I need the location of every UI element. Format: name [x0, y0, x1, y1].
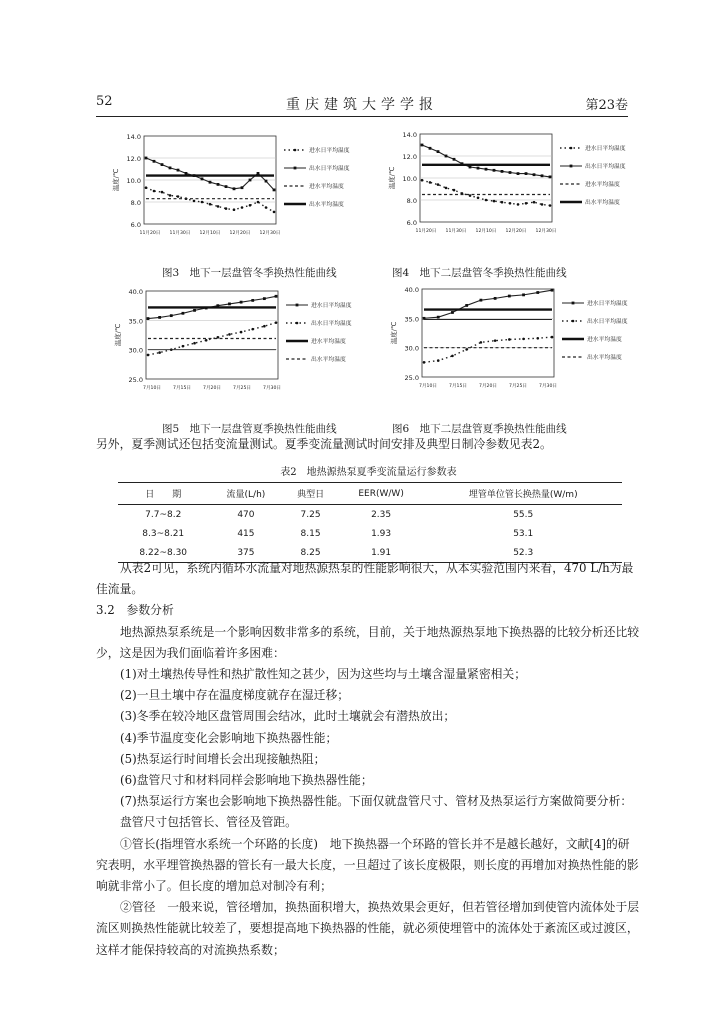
col-eer: EER(W/W) — [338, 483, 425, 505]
data-point — [240, 331, 243, 334]
x-tick-label: 7月30日 — [263, 386, 281, 391]
table-cell: 1.91 — [338, 543, 425, 563]
data-point — [177, 169, 180, 172]
legend-label: 进水日平均温度 — [587, 301, 628, 308]
intro-text: 另外，夏季测试还包括变流量测试。夏季变流量测试时间安排及典型日制冷参数见表2。 — [96, 437, 552, 451]
table-2-title: 表2 地热源热泵夏季变流量运行参数表 — [280, 467, 457, 478]
data-point — [217, 205, 220, 208]
figure-3-chart — [108, 128, 358, 264]
series-line — [422, 180, 550, 205]
data-point — [161, 163, 164, 166]
list-item: (5)热泵运行时间增长会出现接触热阻； — [120, 751, 326, 766]
legend-label: 进水平均温度 — [309, 184, 344, 191]
x-tick-label: 12月20日 — [505, 229, 527, 234]
data-point — [228, 333, 231, 336]
data-point — [525, 202, 528, 205]
legend-label: 进水日平均温度 — [309, 148, 350, 155]
table-cell: 415 — [237, 528, 255, 539]
data-point — [453, 158, 456, 161]
data-point — [209, 181, 212, 184]
data-point — [445, 155, 448, 158]
x-tick-label: 7月10日 — [419, 384, 437, 389]
figure-5-chart — [110, 283, 360, 419]
x-tick-label: 7月30日 — [539, 384, 557, 389]
y-tick-label: 25.0 — [128, 376, 143, 384]
data-point — [509, 171, 512, 174]
list-item: (3)冬季在较冷地区盘管周围会结冰，此时土壤就会有潜热放出； — [120, 709, 456, 724]
figure-4-caption: 图4 地下二层盘管冬季换热性能曲线 — [392, 267, 567, 279]
data-point — [536, 337, 539, 340]
data-point — [541, 203, 544, 206]
series-line — [146, 158, 274, 190]
x-tick-label: 12月30日 — [535, 229, 557, 234]
legend-marker — [572, 302, 575, 305]
x-tick-label: 7月20日 — [479, 384, 497, 389]
data-point — [551, 336, 554, 339]
x-tick-label: 12月10日 — [199, 231, 221, 236]
x-tick-label: 7月10日 — [143, 386, 161, 391]
data-point — [275, 295, 278, 298]
chart-svg — [386, 281, 636, 417]
y-tick-label: 30.0 — [128, 346, 143, 355]
data-point — [445, 187, 448, 190]
legend-label: 出水日平均温度 — [587, 319, 628, 326]
journal-title: 重庆建筑大学学报 — [286, 97, 438, 113]
data-point — [480, 341, 483, 344]
paragraph-flow-result: 从表2可见，系统内循环水流量对地热源热泵的性能影响很大，从本实验范围内来看，470 L/h为最佳流量。 — [96, 561, 634, 597]
data-point — [193, 342, 196, 345]
data-point — [265, 206, 268, 209]
data-point — [469, 166, 472, 169]
paragraph-difficulties: 地热源热泵系统是一个影响因数非常多的系统，目前，关于地热源热泵地下换热器的比较分析还比较少，这是因为我们面临着许多困难： — [96, 624, 640, 660]
data-point — [147, 317, 150, 320]
x-tick-label: 11月30日 — [445, 229, 467, 234]
col-flow: 流量(L/h) — [208, 483, 283, 505]
table-cell: 375 — [208, 543, 283, 563]
legend-label: 出水平均温度 — [587, 355, 622, 362]
data-point — [182, 345, 185, 348]
data-point — [493, 200, 496, 203]
legend-label: 进水日平均温度 — [311, 303, 352, 310]
data-point — [501, 201, 504, 204]
data-point — [177, 195, 180, 198]
plot-frame — [146, 291, 278, 379]
data-point — [249, 204, 252, 207]
data-point — [193, 200, 196, 203]
data-point — [549, 204, 552, 207]
figure-6-caption: 图6 地下二层盘管夏季换热性能曲线 — [392, 423, 567, 435]
page-number: 52 — [96, 94, 113, 109]
y-tick-label: 25.0 — [404, 374, 419, 382]
legend-label: 出水平均温度 — [311, 357, 346, 364]
data-point — [233, 187, 236, 190]
x-tick-label: 7月15日 — [173, 386, 191, 391]
series-line — [146, 188, 274, 212]
data-point — [249, 179, 252, 182]
data-point — [182, 312, 185, 315]
data-point — [437, 183, 440, 186]
col-heat-per-length: 埋管单位管长换热量(W/m) — [424, 483, 622, 505]
table-cell: 7.25 — [300, 509, 321, 520]
col-typical-day: 典型日 — [283, 483, 337, 505]
series-line — [424, 337, 552, 362]
x-tick-label: 12月20日 — [229, 231, 251, 236]
table-row — [118, 505, 622, 525]
data-point — [453, 189, 456, 192]
legend-marker — [296, 322, 299, 325]
y-tick-label: 14.0 — [402, 131, 417, 139]
data-point — [161, 191, 164, 194]
y-axis-label: 温度/℃ — [112, 168, 120, 192]
series-line — [424, 290, 552, 318]
table-cell: 8.25 — [283, 543, 337, 563]
data-point — [147, 354, 150, 357]
data-point — [257, 172, 260, 175]
paragraph-pipe-diameter: ②管径 一般来说，管径增加，换热面积增大，换热效果会更好，但若管径增加到使管内流体处于层流区则换热性能就比较差了，要想提高地下换热器的性能，就必须使埋管中的流体处于紊流区或过渡区，这样才能保持较高的对流换热系数； — [96, 900, 640, 957]
legend-marker — [570, 165, 573, 168]
data-point — [201, 201, 204, 204]
table-cell: 8.3~8.21 — [142, 528, 185, 539]
data-point — [517, 172, 520, 175]
data-point — [225, 185, 228, 188]
list-item: (7)热泵运行方案也会影响地下换热器性能。下面仅就盘管尺寸、管材及热泵运行方案做简要分析： — [120, 794, 633, 809]
table-cell: 470 — [237, 509, 255, 520]
data-point — [494, 339, 497, 342]
data-point — [217, 183, 220, 186]
data-point — [465, 348, 468, 351]
data-point — [153, 160, 156, 163]
x-tick-label: 11月20日 — [139, 231, 161, 236]
data-point — [509, 202, 512, 205]
data-point — [501, 170, 504, 173]
data-point — [153, 190, 156, 193]
data-point — [477, 197, 480, 200]
data-point — [536, 291, 539, 294]
data-point — [522, 293, 525, 296]
legend-label: 进水平均温度 — [585, 182, 620, 189]
legend-label: 进水平均温度 — [587, 337, 622, 344]
y-tick-label: 6.0 — [130, 221, 141, 229]
data-point — [479, 299, 482, 302]
data-point — [493, 169, 496, 172]
figure-5-caption: 图5 地下一层盘管夏季换热性能曲线 — [162, 423, 337, 435]
data-point — [421, 179, 424, 182]
y-tick-label: 40.0 — [128, 288, 143, 296]
data-point — [240, 301, 243, 304]
data-point — [251, 328, 254, 331]
y-tick-label: 14.0 — [126, 133, 141, 141]
data-point — [145, 186, 148, 189]
data-point — [469, 194, 472, 197]
y-tick-label: 12.0 — [126, 155, 141, 163]
y-tick-label: 6.0 — [406, 219, 417, 227]
data-point — [533, 173, 536, 176]
data-point — [477, 167, 480, 170]
plot-frame — [422, 289, 554, 377]
data-point — [225, 207, 228, 210]
data-point — [551, 289, 554, 292]
data-point — [273, 211, 276, 214]
data-point — [158, 351, 161, 354]
data-point — [437, 359, 440, 362]
table-cell: 53.1 — [513, 528, 534, 539]
legend-marker — [570, 147, 573, 150]
y-tick-label: 35.0 — [404, 315, 419, 324]
data-point — [263, 325, 266, 328]
article-body — [96, 558, 641, 961]
legend-marker — [294, 167, 297, 170]
data-point — [437, 316, 440, 319]
y-tick-label: 10.0 — [402, 175, 417, 183]
legend-label: 出水平均温度 — [309, 202, 344, 209]
data-point — [494, 297, 497, 300]
data-point — [421, 144, 424, 147]
table-header-row — [118, 483, 622, 505]
data-point — [485, 199, 488, 202]
legend-label: 出水平均温度 — [585, 200, 620, 207]
data-point — [451, 311, 454, 314]
data-point — [508, 295, 511, 298]
legend-marker — [296, 304, 299, 307]
data-point — [517, 203, 520, 206]
table-cell: 52.3 — [424, 543, 622, 563]
data-point — [429, 147, 432, 150]
data-point — [465, 304, 468, 307]
data-point — [525, 172, 528, 175]
table-cell: 1.93 — [371, 528, 392, 539]
y-tick-label: 35.0 — [128, 317, 143, 326]
table-cell: 8.22~8.30 — [118, 543, 208, 563]
data-point — [193, 309, 196, 312]
data-point — [257, 201, 260, 204]
legend-label: 出水日平均温度 — [309, 166, 350, 173]
x-tick-label: 11月20日 — [415, 229, 437, 234]
data-point — [429, 181, 432, 184]
data-point — [185, 172, 188, 175]
data-point — [170, 314, 173, 317]
data-point — [205, 339, 208, 342]
y-tick-label: 30.0 — [404, 344, 419, 353]
data-point — [201, 178, 204, 181]
paragraph-pipe-length: ①管长(指埋管水系统一个环路的长度) 地下换热器一个环路的管长并不是越长越好，文献[4]的研究表明，水平埋管换热器的管长有一最大长度，一旦超过了该长度极限，则长度的再增加对换热性能的影响就非常小了。但长度的增加总对制冷有利； — [96, 836, 639, 894]
y-tick-label: 12.0 — [402, 153, 417, 161]
data-point — [451, 355, 454, 358]
data-point — [241, 206, 244, 209]
y-axis-label: 温度/℃ — [388, 166, 396, 190]
data-point — [423, 361, 426, 364]
x-tick-label: 12月10日 — [475, 229, 497, 234]
list-item: (6)盘管尺寸和材料同样会影响地下换热器性能； — [120, 773, 373, 788]
series-line — [422, 145, 550, 177]
volume-label: 第23卷 — [585, 98, 628, 113]
data-point — [437, 150, 440, 153]
figure-6-chart — [386, 281, 636, 417]
chart-svg — [108, 128, 358, 264]
x-tick-label: 7月15日 — [449, 384, 467, 389]
chart-svg — [384, 126, 634, 262]
data-point — [263, 297, 266, 300]
data-point — [145, 157, 148, 160]
list-item: (1)对土壤热传导性和热扩散性知之甚少，因为这些均与土壤含湿量紧密相关； — [120, 667, 527, 682]
legend-label: 出水日平均温度 — [585, 164, 626, 171]
chart-svg — [110, 283, 360, 419]
y-tick-label: 8.0 — [406, 197, 417, 205]
legend-marker — [572, 320, 575, 323]
data-point — [549, 176, 552, 179]
col-date: 日 期 — [118, 483, 208, 505]
y-axis-label: 温度/℃ — [114, 323, 122, 347]
y-tick-label: 8.0 — [130, 199, 141, 207]
legend-label: 进水日平均温度 — [585, 146, 626, 153]
table-cell: 2.35 — [371, 509, 392, 520]
page-header — [96, 94, 628, 117]
data-point — [169, 194, 172, 197]
x-tick-label: 7月25日 — [509, 384, 527, 389]
table-cell: 55.5 — [513, 509, 534, 520]
table-2 — [118, 482, 622, 563]
legend-marker — [294, 149, 297, 152]
data-point — [158, 316, 161, 319]
data-point — [522, 338, 525, 341]
legend-label: 进水平均温度 — [311, 339, 346, 346]
list-item: (2)一旦土壤中存在温度梯度就存在湿迁移； — [120, 688, 350, 703]
data-point — [233, 208, 236, 211]
data-point — [508, 338, 511, 341]
list-item: (4)季节温度变化会影响地下换热器性能； — [120, 730, 338, 745]
x-tick-label: 7月25日 — [233, 386, 251, 391]
table-cell: 7.7~8.2 — [145, 509, 182, 520]
data-point — [241, 186, 244, 189]
data-point — [541, 174, 544, 177]
data-point — [265, 180, 268, 183]
data-point — [275, 321, 278, 324]
figure-4-chart — [384, 126, 634, 262]
table-cell: 8.15 — [300, 528, 321, 539]
data-point — [533, 201, 536, 204]
paragraph-coil-size: 盘管尺寸包括管长、管径及管距。 — [120, 815, 297, 830]
data-point — [485, 168, 488, 171]
section-heading-3-2: 3.2 参数分析 — [96, 603, 174, 618]
intro-paragraph — [96, 434, 641, 455]
x-tick-label: 7月20日 — [203, 386, 221, 391]
y-axis-label: 温度/℃ — [390, 321, 398, 345]
data-point — [251, 299, 254, 302]
figure-3-caption: 图3 地下一层盘管冬季换热性能曲线 — [162, 267, 337, 279]
table-row — [118, 524, 622, 543]
x-tick-label: 12月30日 — [259, 231, 281, 236]
data-point — [273, 189, 276, 192]
x-tick-label: 11月30日 — [169, 231, 191, 236]
data-point — [169, 167, 172, 170]
data-point — [228, 303, 231, 306]
y-tick-label: 10.0 — [126, 177, 141, 185]
y-tick-label: 40.0 — [404, 286, 419, 294]
data-point — [209, 203, 212, 206]
legend-label: 出水日平均温度 — [311, 321, 352, 328]
